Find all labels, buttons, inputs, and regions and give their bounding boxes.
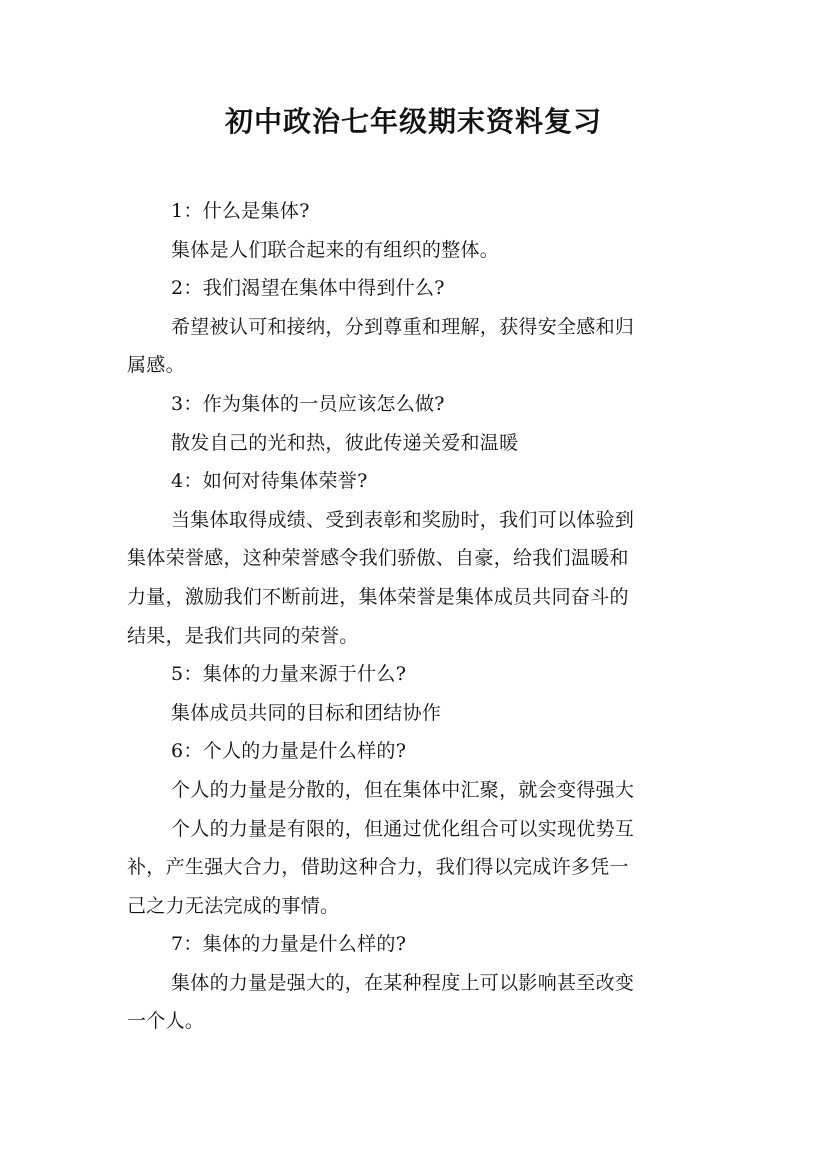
text-line: 集体成员共同的目标和团结协作 (171, 701, 442, 724)
text-line: 集体是人们联合起来的有组织的整体。 (171, 238, 500, 261)
text-line: 4：如何对待集体荣誉? (171, 470, 368, 493)
text-line: 3：作为集体的一员应该怎么做? (171, 392, 445, 415)
text-line: 2：我们渴望在集体中得到什么? (171, 277, 445, 300)
text-line: 当集体取得成绩、受到表彰和奖励时，我们可以体验到 (171, 508, 635, 531)
text-line: 散发自己的光和热，彼此传递关爱和温暖 (171, 431, 519, 454)
text-line: 补，产生强大合力，借助这种合力，我们得以完成许多凭一 (127, 856, 629, 879)
text-line: 个人的力量是有限的，但通过优化组合可以实现优势互 (171, 817, 635, 840)
text-line: 6：个人的力量是什么样的? (171, 740, 407, 763)
text-line: 个人的力量是分散的，但在集体中汇聚，就会变得强大 (171, 778, 635, 801)
text-line: 集体的力量是强大的，在某种程度上可以影响甚至改变 (171, 971, 635, 994)
text-line: 属感。 (127, 354, 185, 377)
text-line: 一个人。 (127, 1010, 205, 1033)
document-body (127, 192, 703, 1041)
text-line: 力量，激励我们不断前进，集体荣誉是集体成员共同奋斗的 (127, 585, 629, 608)
text-line: 5：集体的力量来源于什么? (171, 663, 407, 686)
text-line: 结果，是我们共同的荣誉。 (127, 624, 359, 647)
text-line: 集体荣誉感，这种荣誉感令我们骄傲、自豪，给我们温暖和 (127, 547, 629, 570)
text-line: 7：集体的力量是什么样的? (171, 933, 407, 956)
text-line: 1：什么是集体? (171, 200, 310, 222)
document-title: 初中政治七年级期末资料复习 (224, 105, 602, 138)
text-line: 己之力无法完成的事情。 (127, 894, 340, 917)
text-line: 希望被认可和接纳，分到尊重和理解，获得安全感和归 (171, 315, 635, 338)
